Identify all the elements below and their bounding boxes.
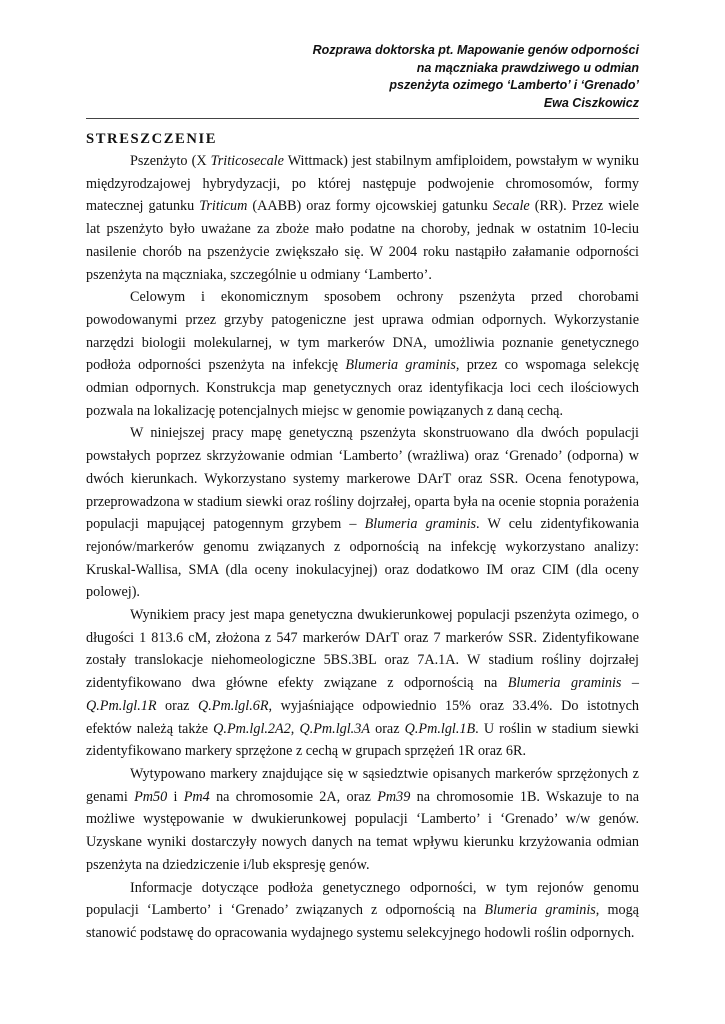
abstract-section — [86, 129, 639, 945]
text-run: oraz — [156, 697, 198, 714]
section-title: STRESZCZENIE — [86, 131, 218, 147]
italic-term: Pm39 — [377, 788, 411, 805]
header-title-line-3: pszenżyta ozimego ‘Lamberto’ i ‘Grenado’ — [389, 78, 639, 92]
text-run: , przez co wspomaga selekcję odmian odpornych. Konstrukcja map genetycznych oraz identyfikacja loci cech ilościowych pozwala na lokalizację potencjalnych miejsc w genomie powiązanych z daną cechą. — [86, 357, 639, 419]
text-run: Pszenżyto (X — [130, 153, 211, 169]
text-run: oraz — [370, 720, 405, 737]
italic-term: Blumeria graminis — [484, 902, 596, 919]
header-title-line-1: Rozprawa doktorska pt. Mapowanie genów odporności — [312, 43, 639, 57]
text-run: W niniejszej pracy mapę genetyczną pszenżyta skonstruowano dla dwóch populacji powstałych poprzez skrzyżowanie odmian ‘Lamberto’ (wrażliwa) oraz ‘Grenado’ (odporna) w dwóch kierunkach. Wykorzystano systemy markerowe DArT oraz SSR. Ocena fenotypowa, przeprowadzona w stadium siewki oraz rośliny dojrzałej, oparta była na ocenie stopnia porażenia populacji mapującej patogennym grzybem – — [86, 425, 639, 533]
italic-term: Blumeria graminis — [507, 675, 622, 692]
italic-term: Q.Pm.lgl.6R — [197, 697, 269, 714]
abstract-body — [86, 150, 639, 945]
abstract-paragraph — [86, 150, 639, 286]
text-run: . W celu zidentyfikowania rejonów/markerów genomu związanych z odpornością na infekcję wykorzystano analizy: Kruskal-Wallisa, SMA (dla oceny inokulacyjnej) oraz dodatkowo IM oraz CIM (dla oceny polowej). — [86, 516, 640, 601]
header-author: Ewa Ciszkowicz — [543, 95, 639, 110]
header-divider — [86, 118, 639, 119]
italic-term: Triticosecale — [210, 153, 284, 169]
italic-term: Secale — [492, 198, 530, 215]
italic-term: Pm50 — [134, 788, 168, 805]
italic-term: Triticum — [199, 198, 248, 215]
text-run: (AABB) oraz formy ojcowskiej gatunku — [247, 198, 493, 215]
italic-term: Blumeria graminis — [345, 357, 456, 374]
abstract-paragraph — [86, 604, 639, 763]
text-run: Informacje dotyczące podłoża genetycznego odporności, w tym rejonów genomu populacji ‘Lamberto’ i ‘Grenado’ związanych z odpornością na — [86, 879, 639, 919]
italic-term: Q.Pm.lgl.1B — [404, 720, 476, 737]
header-title-line-2: na mączniaka prawdziwego u odmian — [416, 60, 639, 75]
text-run: , — [290, 720, 300, 737]
italic-term: Q.Pm.lgl.2A2 — [213, 720, 291, 737]
italic-term: Q.Pm.lgl.3A — [299, 720, 370, 737]
text-run: Celowym i ekonomicznym sposobem ochrony pszenżyta przed chorobami powodowanymi przez grzyby patogeniczne jest uprawa odmian odpornych. Wykorzystanie narzędzi biologii molekularnej, w tym markerów DNA, umożliwia poznanie genetycznego podłoża odporności pszenżyta na infekcję — [86, 289, 639, 374]
text-run: – — [621, 675, 639, 692]
text-run: . U roślin w stadium siewki zidentyfikowano markery sprzężone z cechą w grupach sprzężeń 1R oraz 6R. — [86, 720, 639, 760]
italic-term: Q.Pm.lgl.1R — [86, 697, 157, 714]
document-header — [119, 42, 639, 112]
abstract-paragraph — [86, 286, 639, 422]
text-run: na chromosomie 1B. Wskazuje to na możliwe występowanie w dwukierunkowej populacji ‘Lamberto’ i ‘Grenado’ w/w genów. Uzyskane wyniki dostarczyły nowych danych na temat wpływu kierunku krzyżowania odmian pszenżyta na dziedziczenie i/lub ekspresję genów. — [86, 788, 639, 873]
text-run: , wyjaśniające odpowiednio 15% oraz 33.4%. Do istotnych efektów należą także — [86, 697, 639, 737]
text-run: na chromosomie 2A, oraz — [209, 788, 378, 805]
text-run: Wytypowano markery znajdujące się w sąsiedztwie opisanych markerów sprzężonych z genami — [86, 765, 639, 805]
abstract-paragraph — [86, 422, 639, 604]
italic-term: Pm4 — [183, 788, 210, 805]
abstract-paragraph — [86, 763, 639, 877]
abstract-paragraph — [86, 877, 639, 945]
text-run: (RR). Przez wiele lat pszenżyto było uważane za zboże mało podatne na choroby, jednak w ostatnim 10-leciu nasilenie chorób na pszenżycie zwiększało się. W 2004 roku nastąpiło załamanie odporności pszenżyta na mączniaka, szczególnie u odmiany ‘Lamberto’. — [86, 198, 639, 283]
text-run: Wittmack) jest stabilnym amfiploidem, powstałym w wyniku międzyrodzajowej hybrydyzacji, po której następuje podwojenie chromosomów, formy matecznej gatunku — [86, 153, 639, 215]
text-run: i — [167, 788, 184, 805]
text-run: Wynikiem pracy jest mapa genetyczna dwukierunkowej populacji pszenżyta ozimego, o długości 1 813.6 cM, złożona z 547 markerów DArT oraz 7 markerów SSR. Zidentyfikowane zostały translokacje niehomeologiczne 5BS.3BL oraz 7A.1A. W stadium rośliny dojrzałej zidentyfikowano dwa główne efekty związane z odpornością na — [86, 607, 639, 692]
text-run: , mogą stanowić podstawę do opracowania wydajnego systemu selekcyjnego hodowli roślin odpornych. — [86, 902, 639, 941]
italic-term: Blumeria graminis — [364, 516, 477, 533]
